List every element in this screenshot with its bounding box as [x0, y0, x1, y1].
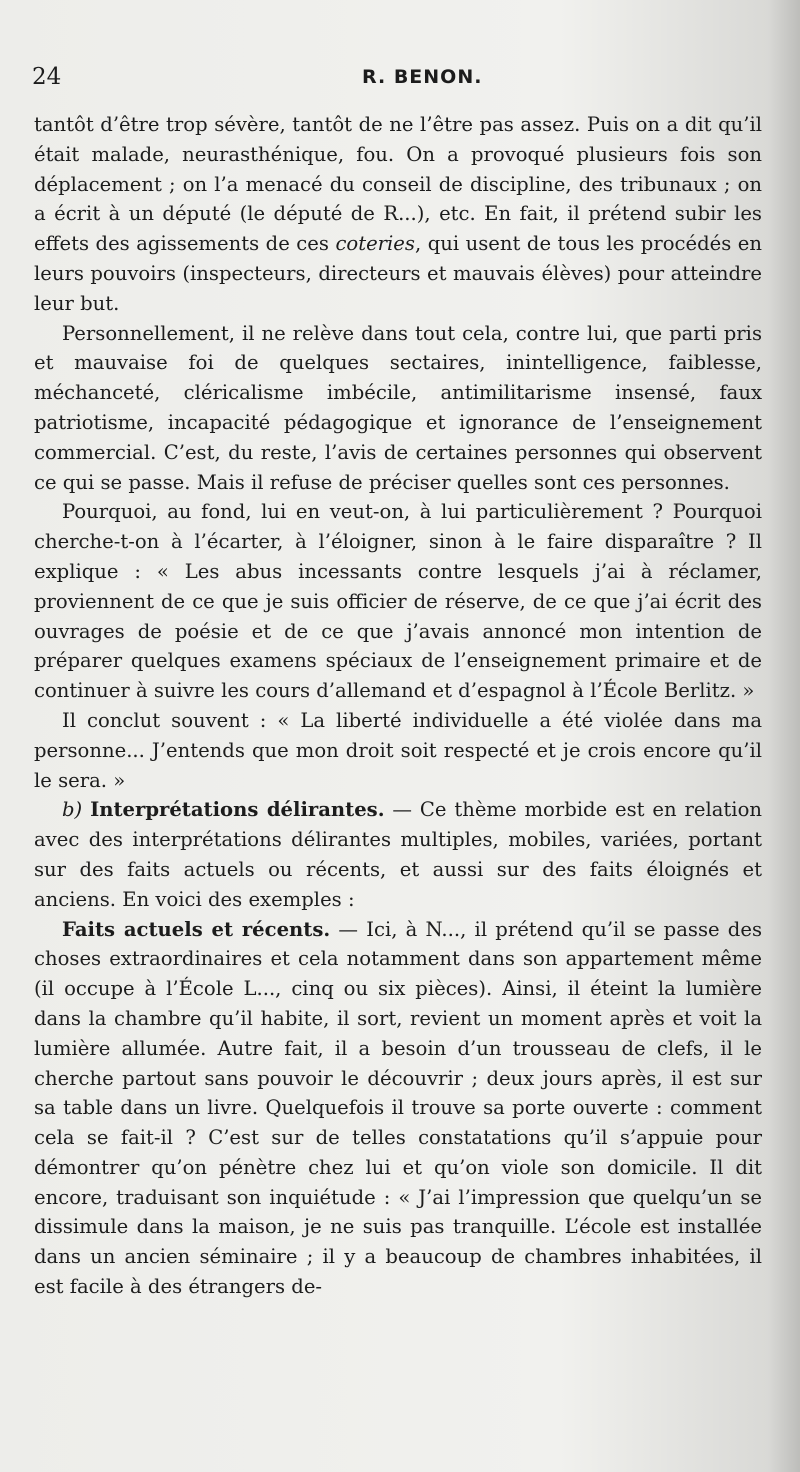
italic-term: coteries	[335, 232, 415, 256]
section-letter: b)	[62, 798, 91, 822]
paragraph-text: — Ce thème morbide est en relation avec des interprétations délirantes multiples, mobiles, variées, portant sur des faits actuels ou récents, et aussi sur des faits éloignés et anciens. En voici des exemples :	[34, 798, 762, 911]
paragraph	[34, 319, 762, 498]
page-number: 24	[32, 64, 62, 90]
paragraph-text: — Ici, à N..., il prétend qu’il se passe des choses extraordinaires et cela notamment dans son appartement même (il occupe à l’École L..., cinq ou six pièces). Ainsi, il éteint la lumière dans la chambre qu’il habite, il sort, revient un moment après et voit la lumière allumée. Autre fait, il a besoin d’un trousseau de clefs, il le cherche partout sans pouvoir le découvrir ; deux jours après, il est sur sa table dans un livre. Quelquefois il trouve sa porte ouverte : comment cela se fait-il ? C’est sur de telles constatations qu’il s’appuie pour démontrer qu’on pénètre chez lui et qu’on viole son domicile. Il dit encore, traduisant son inquiétude : « J’ai l’impression que quelqu’un se dissimule dans la maison, je ne suis pas tranquille. L’école est installée dans un ancien séminaire ; il y a beaucoup de chambres inhabitées, il est facile à des étrangers de-	[34, 917, 762, 1299]
page-header	[32, 64, 762, 98]
paragraph-section-b	[34, 795, 762, 914]
running-head: R. BENON.	[362, 66, 483, 88]
paragraph-text: Il conclut souvent : « La liberté individuelle a été violée dans ma personne... J’entends que mon droit soit respecté et je crois encore qu’il le sera. »	[34, 708, 762, 792]
body-text	[34, 110, 762, 1302]
paragraph-subsection	[34, 915, 762, 1302]
paragraph	[34, 497, 762, 706]
paragraph-text: tantôt d’être trop sévère, tantôt de ne l’être pas assez. Puis on a dit qu’il était malade, neurasthénique, fou. On a provoqué plusieurs fois son déplacement ; on l’a menacé du conseil de discipline, des tribunaux ; on a écrit à un député (le député de R...), etc. En fait, il prétend subir les effets des agissements de ces	[34, 113, 762, 256]
paragraph-continuation	[34, 110, 762, 319]
paragraph-text: Personnellement, il ne relève dans tout cela, contre lui, que parti pris et mauvaise foi de quelques sectaires, inintelligence, faiblesse, méchanceté, cléricalisme imbécile, antimilitarisme insensé, faux patriotisme, incapacité pédagogique et ignorance de l’enseignement commercial. C’est, du reste, l’avis de certaines personnes qui observent ce qui se passe. Mais il refuse de préciser quelles sont ces personnes.	[34, 321, 762, 494]
paragraph-text: Pourquoi, au fond, lui en veut-on, à lui particulièrement ? Pourquoi cherche-t-on à l’écarter, à l’éloigner, sinon à le faire disparaître ? Il explique : « Les abus incessants contre lesquels j’ai à réclamer, proviennent de ce que je suis officier de réserve, de ce que j’ai écrit des ouvrages de poésie et de ce que j’avais annoncé mon intention de préparer quelques examens spéciaux de l’enseignement primaire et de continuer à suivre les cours d’allemand et d’espagnol à l’École Berlitz. »	[34, 500, 762, 703]
subsection-heading: Faits actuels et récents.	[62, 917, 331, 941]
paragraph-text: , qui usent de tous les procédés en leurs pouvoirs (inspecteurs, directeurs et mauvais élèves) pour atteindre leur but.	[34, 232, 762, 315]
paragraph	[34, 706, 762, 795]
section-heading: Interprétations délirantes.	[90, 798, 385, 822]
